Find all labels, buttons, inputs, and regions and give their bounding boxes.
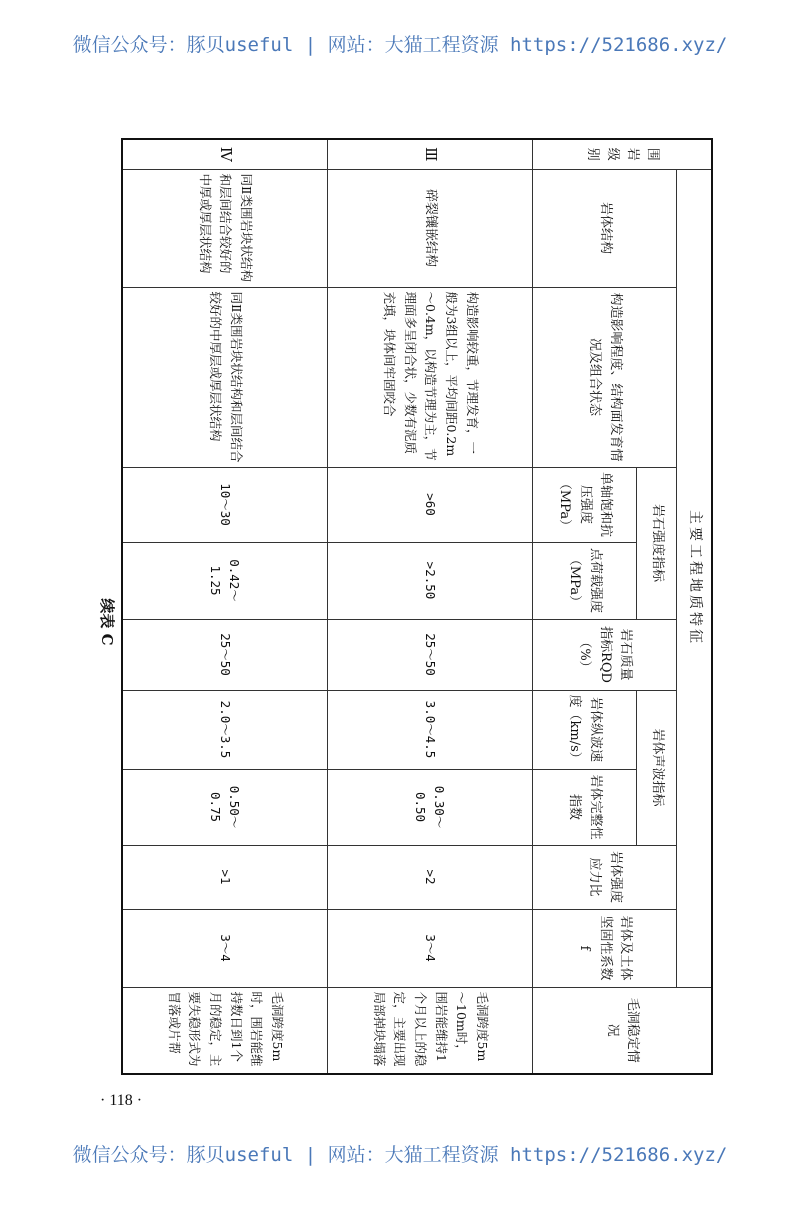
group-title: 主要工程地质特征 — [677, 169, 713, 987]
header-sonic: 岩体声波指标 — [637, 690, 677, 845]
cell-ucs: 10～30 — [122, 467, 328, 542]
cell-stability: 毛洞跨度5m时，围岩能维持数日到1个月的稳定，主要失稳形式为冒落或片帮 — [122, 987, 328, 1074]
cell-rqd: 25～50 — [328, 619, 533, 690]
header-stress-ratio: 岩体强度应力比 — [532, 845, 676, 909]
watermark-bottom: 微信公众号：豚贝useful | 网站：大猫工程资源 https://521686.xyz/ — [72, 1144, 728, 1166]
cell-vp: 3.0～4.5 — [328, 690, 533, 769]
cell-integrity: 0.50～0.75 — [122, 769, 328, 845]
rock-classification-table — [121, 138, 713, 1075]
cell-point-load: >2.50 — [328, 542, 533, 619]
header-vp: 岩体纵波速度（km/s） — [532, 690, 636, 769]
header-integrity: 岩体完整性指数 — [532, 769, 636, 845]
cell-rqd: 25～50 — [122, 619, 328, 690]
cell-point-load: 0.42～1.25 — [122, 542, 328, 619]
cell-stability: 毛洞跨度5m～10m时，围岩能维持1个月以上的稳定，主要出现局部掉块塌落 — [328, 987, 533, 1074]
header-firmness: 岩体及土体坚固性系数 f — [532, 909, 676, 987]
cell-integrity: 0.30～0.50 — [328, 769, 533, 845]
cell-grade: Ⅳ — [122, 139, 328, 169]
cell-firmness: 3～4 — [328, 909, 533, 987]
header-structure: 岩体结构 — [532, 169, 676, 287]
table-caption: 续表 C — [98, 598, 116, 646]
cell-ucs: >60 — [328, 467, 533, 542]
cell-stress-ratio: >1 — [122, 845, 328, 909]
header-grade: 围岩级别 — [532, 139, 712, 169]
cell-vp: 2.0～3.5 — [122, 690, 328, 769]
cell-tectonic: 同Ⅱ类围岩块状结构和层间结合较好的中厚层或厚层状结构 — [122, 287, 328, 467]
header-ucs: 单轴饱和抗压强度（MPa） — [532, 467, 636, 542]
cell-grade: Ⅲ — [328, 139, 533, 169]
cell-structure: 碎裂镶嵌结构 — [328, 169, 533, 287]
header-tectonic: 构造影响程度、结构面发育情况及组合状态 — [532, 287, 676, 467]
cell-firmness: 3～4 — [122, 909, 328, 987]
header-stability: 毛洞稳定情况 — [532, 987, 712, 1074]
page-number: · 118 · — [100, 1092, 143, 1109]
table-row — [122, 139, 328, 1074]
table-row — [328, 139, 533, 1074]
header-point-load: 点荷载强度（MPa） — [532, 542, 636, 619]
cell-stress-ratio: >2 — [328, 845, 533, 909]
watermark-top: 微信公众号：豚贝useful | 网站：大猫工程资源 https://521686.xyz/ — [72, 34, 728, 56]
cell-tectonic: 构造影响较重，节理发育，一般为3组以上，平均间距0.2m～0.4m，以构造节理为主，节理面多呈闭合状，少数有泥质充填，块体间牢固咬合 — [328, 287, 533, 467]
cell-structure: 同Ⅱ类围岩块状结构和层间结合较好的中厚或厚层状结构 — [122, 169, 328, 287]
header-rqd: 岩石质量指标RQD（%） — [532, 619, 676, 690]
header-rock-strength: 岩石强度指标 — [637, 467, 677, 619]
rotated-table-container — [121, 138, 713, 1073]
